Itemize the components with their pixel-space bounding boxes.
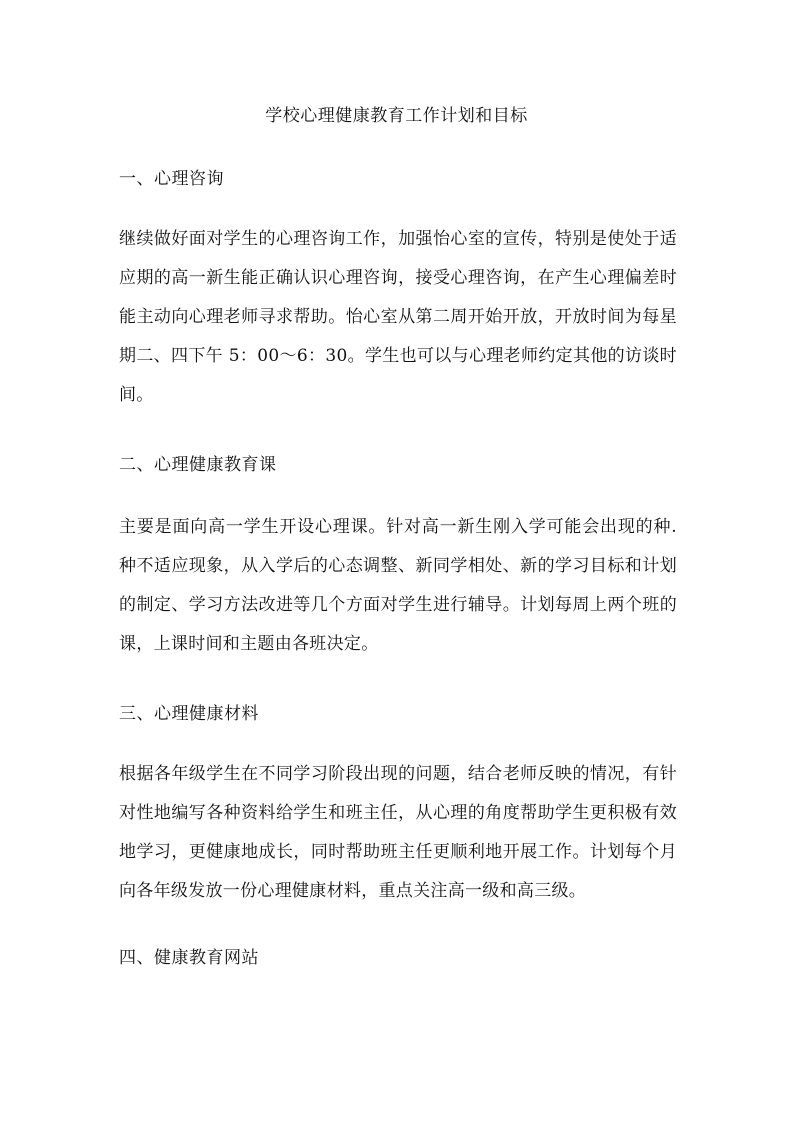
section-heading-materials: 三、心理健康材料 — [119, 704, 259, 724]
section-paragraph-counseling: 继续做好面对学生的心理咨询工作，加强怡心室的宣传，特别是使处于适应期的高一新生能正确认识心理咨询，接受心理咨询，在产生心理偏差时能主动向心理老师寻求帮助。怡心室从第二周开始开放，开放时间为每星期二、四下午 5：00～6：30。学生也可以与心理老师约定其他的访谈时间。 — [119, 229, 677, 405]
section-heading-course: 二、心理健康教育课 — [119, 455, 277, 475]
section-paragraph-course: 主要是面向高一学生开设心理课。针对高一新生刚入学可能会出现的种.种不适应现象，从入学后的心态调整、新同学相处、新的学习目标和计划的制定、学习方法改进等几个方面对学生进行辅导。计划每周上两个班的课，上课时间和主题由各班决定。 — [119, 517, 677, 654]
section-heading-counseling: 一、心理咨询 — [119, 169, 224, 189]
document-title: 学校心理健康教育工作计划和目标 — [265, 106, 528, 126]
section-paragraph-materials: 根据各年级学生在不同学习阶段出现的问题，结合老师反映的情况，有针对性地编写各种资料给学生和班主任，从心理的角度帮助学生更积极有效地学习，更健康地成长，同时帮助班主任更顺利地开展工作。计划每个月向各年级发放一份心理健康材料，重点关注高一级和高三级。 — [119, 764, 677, 901]
section-heading-website: 四、健康教育网站 — [119, 948, 259, 968]
